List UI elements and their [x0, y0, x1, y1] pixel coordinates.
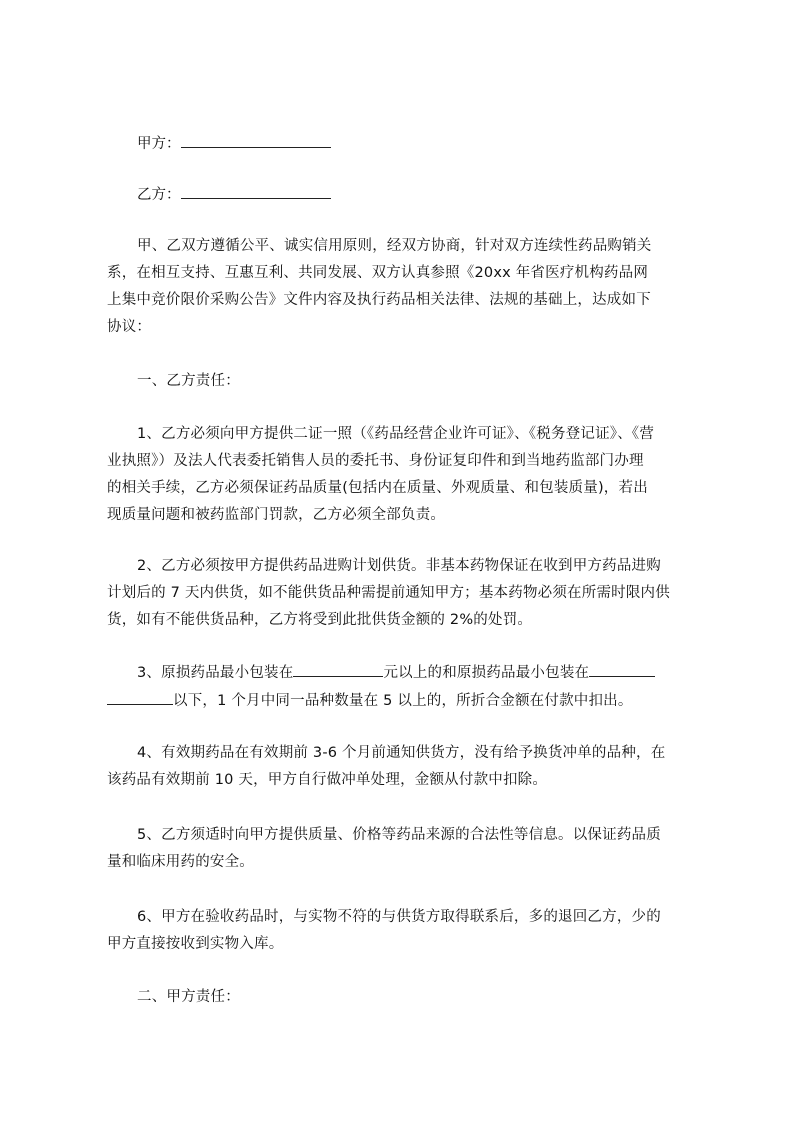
intro-line-3: 上集中竞价限价采购公告》文件内容及执行药品相关法律、法规的基础上，达成如下: [107, 292, 651, 308]
min-pack-blank-2a: [589, 662, 655, 677]
intro-line-1: 甲、乙双方遵循公平、诚实信用原则，经双方协商，针对双方连续性药品购销关: [137, 238, 652, 254]
clause-2-line-1: 2、乙方必须按甲方提供药品进购计划供货。非基本药物保证在收到甲方药品进购: [137, 558, 661, 574]
clause-2-line-2: 计划后的 7 天内供货，如不能供货品种需提前通知甲方；基本药物必须在所需时限内供: [107, 585, 670, 601]
intro-line-4: 协议：: [107, 319, 152, 335]
clause-1-line-1: 1、乙方必须向甲方提供二证一照（《药品经营企业许可证》、《税务登记证》、《营: [137, 426, 655, 442]
clause-6-line-1: 6、甲方在验收药品时，与实物不符的与供货方取得联系后，多的退回乙方，少的: [137, 909, 661, 925]
clause-1-line-2: 业执照》）及法人代表委托销售人员的委托书、身份证复印件和到当地药监部门办理: [107, 453, 644, 469]
clause-5-line-1: 5、乙方须适时向甲方提供质量、价格等药品来源的合法性等信息。以保证药品质: [137, 827, 661, 843]
intro-line-2: 系，在相互支持、互惠互利、共同发展、双方认真参照《20xx 年省医疗机构药品网: [107, 265, 649, 281]
party-b-label: 乙方：: [137, 187, 181, 203]
clause-6-line-2: 甲方直接按收到实物入库。: [107, 936, 284, 952]
clause-4-line-2: 该药品有效期前 10 天，甲方自行做冲单处理，金额从付款中扣除。: [107, 772, 548, 788]
min-pack-blank-1: [293, 662, 383, 677]
party-a-blank: [181, 133, 331, 148]
min-pack-blank-2b: [107, 690, 173, 705]
clause-3-part-1: 3、原损药品最小包装在: [137, 665, 294, 681]
clause-3-line-2: [107, 690, 707, 711]
clause-4-line-1: 4、有效期药品在有效期前 3-6 个月前通知供货方，没有给予换货冲单的品种，在: [137, 745, 666, 761]
party-b-blank: [181, 184, 331, 199]
clause-3-line-1: [137, 662, 707, 683]
party-b-line: [137, 184, 331, 205]
clause-3-part-3: 以下，1 个月中同一品种数量在 5 以上的，所折合金额在付款中扣出。: [173, 693, 633, 709]
party-a-label: 甲方：: [137, 136, 181, 152]
clause-3-part-2: 元以上的和原损药品最小包装在: [383, 665, 590, 681]
section-2-title: 二、甲方责任：: [137, 989, 240, 1005]
clause-5-line-2: 量和临床用药的安全。: [107, 854, 254, 870]
party-a-line: [137, 133, 331, 154]
clause-2-line-3: 货，如有不能供货品种，乙方将受到此批供货金额的 2%的处罚。: [107, 612, 533, 628]
clause-1-line-4: 现质量问题和被药监部门罚款，乙方必须全部负责。: [107, 507, 446, 523]
section-1-title: 一、乙方责任：: [137, 373, 240, 389]
clause-1-line-3: 的相关手续，乙方必须保证药品质量(包括内在质量、外观质量、和包装质量)，若出: [107, 480, 648, 496]
